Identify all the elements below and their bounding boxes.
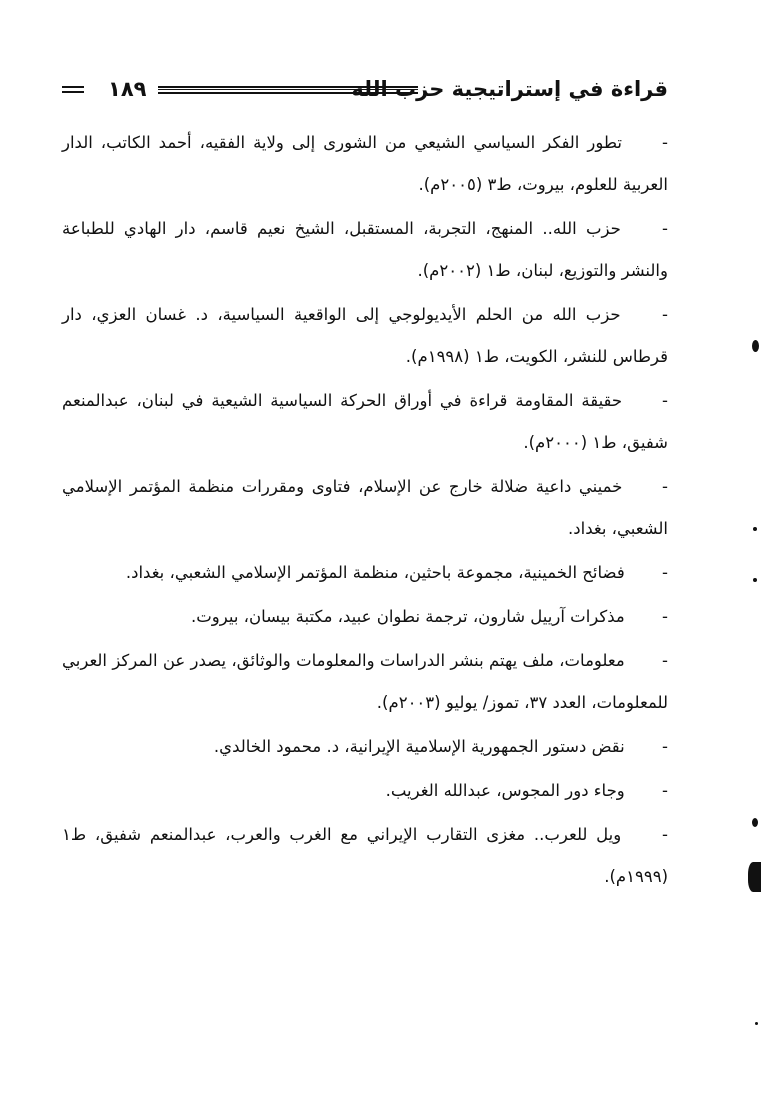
entry-dash: - xyxy=(662,133,668,152)
entry-text: معلومات، ملف يهتم بنشر الدراسات والمعلومات والوثائق، يصدر عن المركز العربي للمعلومات، العدد ٣٧، تموز/ يوليو (٢٠٠٣م). xyxy=(62,651,668,712)
entry-text: خميني داعية ضلالة خارج عن الإسلام، فتاوى ومقررات منظمة المؤتمر الإسلامي الشعبي، بغداد. xyxy=(62,477,668,538)
entry-dash: - xyxy=(662,563,668,582)
entry-text: نقض دستور الجمهورية الإسلامية الإيرانية، د. محمود الخالدي. xyxy=(213,737,625,756)
bibliography-entry xyxy=(62,814,668,898)
entry-dash: - xyxy=(662,781,668,800)
entry-dash: - xyxy=(662,607,668,626)
entry-text: ويل للعرب.. مغزى التقارب الإيراني مع الغرب والعرب، عبدالمنعم شفيق، ط١ (١٩٩٩م). xyxy=(62,825,668,886)
entry-dash: - xyxy=(662,219,668,238)
scan-mark xyxy=(752,818,758,827)
entry-text: حزب الله من الحلم الأيديولوجي إلى الواقعية السياسية، د. غسان العزي، دار قرطاس للنشر، الكويت، ط١ (١٩٩٨م). xyxy=(62,305,668,366)
header-rule xyxy=(158,86,418,94)
scan-mark xyxy=(753,527,757,531)
running-title: قراءة في إستراتيجية حزب الله xyxy=(351,77,668,101)
bibliography-entry xyxy=(62,552,668,594)
scan-mark xyxy=(753,578,757,582)
bibliography-list xyxy=(62,122,668,898)
page-number: ١٨٩ xyxy=(108,77,147,101)
bibliography-entry xyxy=(62,208,668,292)
entry-text: حقيقة المقاومة قراءة في أوراق الحركة السياسية الشيعية في لبنان، عبدالمنعم شفيق، ط١ (٢٠٠٠م). xyxy=(62,391,668,452)
entry-text: فضائح الخمينية، مجموعة باحثين، منظمة المؤتمر الإسلامي الشعبي، بغداد. xyxy=(125,563,625,582)
bibliography-entry xyxy=(62,770,668,812)
entry-dash: - xyxy=(662,825,668,844)
bibliography-entry xyxy=(62,726,668,768)
entry-dash: - xyxy=(662,651,669,670)
bibliography-entry xyxy=(62,294,668,378)
entry-text: تطور الفكر السياسي الشيعي من الشورى إلى ولاية الفقيه، أحمد الكاتب، الدار العربية للعلوم، بيروت، ط٣ (٢٠٠٥م). xyxy=(62,133,668,194)
entry-dash: - xyxy=(662,391,668,410)
scan-mark xyxy=(752,340,759,352)
entry-dash: - xyxy=(662,737,668,756)
entry-text: حزب الله.. المنهج، التجربة، المستقبل، الشيخ نعيم قاسم، دار الهادي للطباعة والنشر والتوزيع، لبنان، ط١ (٢٠٠٢م). xyxy=(62,219,668,280)
bibliography-entry xyxy=(62,596,668,638)
entry-text: مذكرات آرييل شارون، ترجمة نطوان عبيد، مكتبة بيسان، بيروت. xyxy=(191,607,625,626)
entry-dash: - xyxy=(662,477,668,496)
bibliography-entry xyxy=(62,640,668,724)
page-number-rule xyxy=(62,86,84,93)
entry-text: وجاء دور المجوس، عبدالله الغريب. xyxy=(385,781,625,800)
page-header xyxy=(62,74,668,108)
scan-mark xyxy=(755,1022,758,1025)
entry-dash: - xyxy=(662,305,668,324)
bibliography-entry xyxy=(62,466,668,550)
scan-mark xyxy=(748,862,761,892)
bibliography-entry xyxy=(62,122,668,206)
bibliography-entry xyxy=(62,380,668,464)
